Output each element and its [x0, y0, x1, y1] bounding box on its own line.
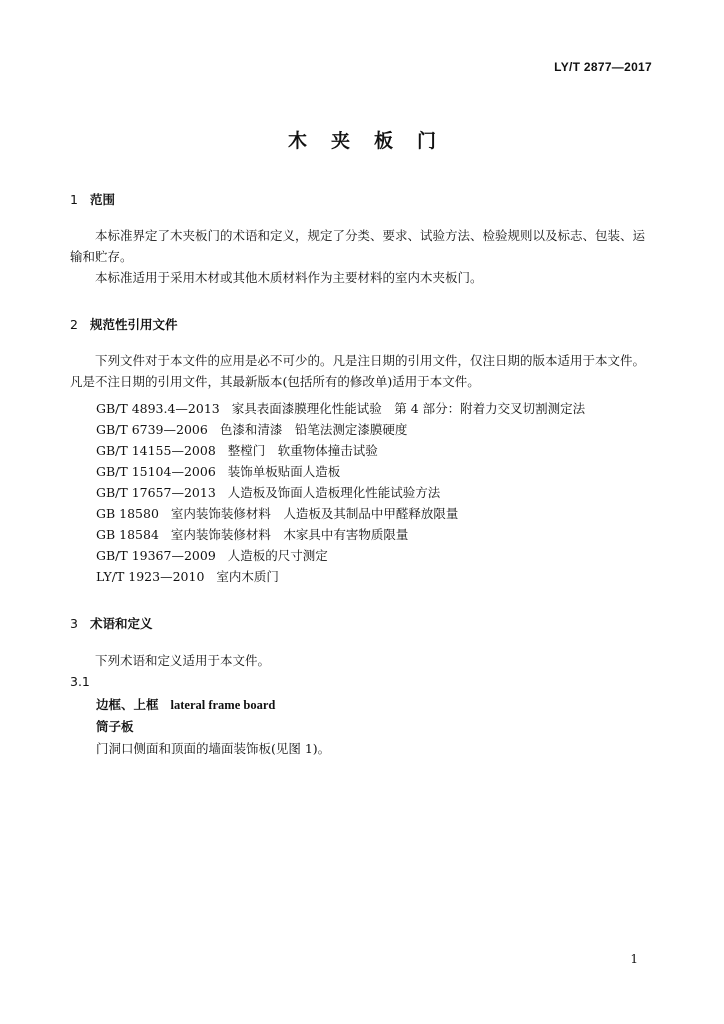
reference-code: LY/T 1923—2010	[96, 569, 205, 584]
term-heading	[96, 695, 275, 713]
reference-name: 室内装饰装修材料 木家具中有害物质限量	[170, 527, 409, 542]
reference-item	[96, 567, 279, 585]
section-title: 规范性引用文件	[90, 317, 178, 332]
reference-code: GB/T 15104—2006	[96, 464, 216, 479]
reference-code: GB/T 14155—2008	[96, 443, 216, 458]
section-number: 3	[70, 616, 78, 631]
section-2-intro: 下列文件对于本文件的应用是必不可少的。凡是注日期的引用文件，仅注日期的版本适用于本文件。凡是不注日期的引用文件，其最新版本(包括所有的修改单)适用于本文件。	[70, 353, 646, 389]
reference-code: GB/T 17657—2013	[96, 485, 216, 500]
section-number: 2	[70, 317, 78, 332]
reference-name: 人造板的尺寸测定	[227, 548, 328, 563]
reference-code: GB 18580	[96, 506, 159, 521]
reference-item	[96, 504, 458, 522]
term-synonym: 筒子板	[96, 719, 134, 734]
term-definition: 门洞口侧面和顶面的墙面装饰板(见图 1)。	[96, 741, 331, 756]
reference-name: 整樘门 软重物体撞击试验	[227, 443, 378, 458]
reference-item	[96, 441, 378, 459]
reference-code: GB 18584	[96, 527, 159, 542]
section-1-paragraph-1: 本标准界定了木夹板门的术语和定义，规定了分类、要求、试验方法、检验规则以及标志、包装、运输和贮存。	[70, 228, 646, 264]
reference-item	[96, 525, 408, 543]
section-title: 术语和定义	[90, 616, 153, 631]
term-en: lateral frame board	[170, 698, 276, 712]
reference-name: 人造板及饰面人造板理化性能试验方法	[227, 485, 441, 500]
section-1-heading	[70, 190, 115, 208]
reference-name: 家具表面漆膜理化性能试验 第 4 部分：附着力交叉切割测定法	[231, 401, 586, 416]
section-title: 范围	[90, 192, 116, 207]
document-title: 木夹板门	[287, 130, 460, 152]
reference-item	[96, 399, 585, 417]
standard-code: LY/T 2877—2017	[554, 60, 652, 74]
section-number: 1	[70, 192, 78, 207]
section-3-heading	[70, 614, 153, 632]
reference-item	[96, 546, 328, 564]
reference-code: GB/T 4893.4—2013	[96, 401, 220, 416]
reference-name: 装饰单板贴面人造板	[227, 464, 341, 479]
term-zh: 边框、上框	[96, 697, 159, 712]
reference-item	[96, 462, 340, 480]
term-number: 3.1	[70, 674, 90, 689]
reference-item	[96, 420, 407, 438]
reference-code: GB/T 19367—2009	[96, 548, 216, 563]
reference-code: GB/T 6739—2006	[96, 422, 208, 437]
reference-name: 室内木质门	[216, 569, 279, 584]
section-2-heading	[70, 315, 178, 333]
reference-name: 室内装饰装修材料 人造板及其制品中甲醛释放限量	[170, 506, 459, 521]
section-3-intro: 下列术语和定义适用于本文件。	[95, 653, 271, 668]
page-number: 1	[630, 952, 638, 966]
reference-item	[96, 483, 440, 501]
section-1-paragraph-2: 本标准适用于采用木材或其他木质材料作为主要材料的室内木夹板门。	[95, 270, 483, 285]
reference-name: 色漆和清漆 铅笔法测定漆膜硬度	[219, 422, 408, 437]
